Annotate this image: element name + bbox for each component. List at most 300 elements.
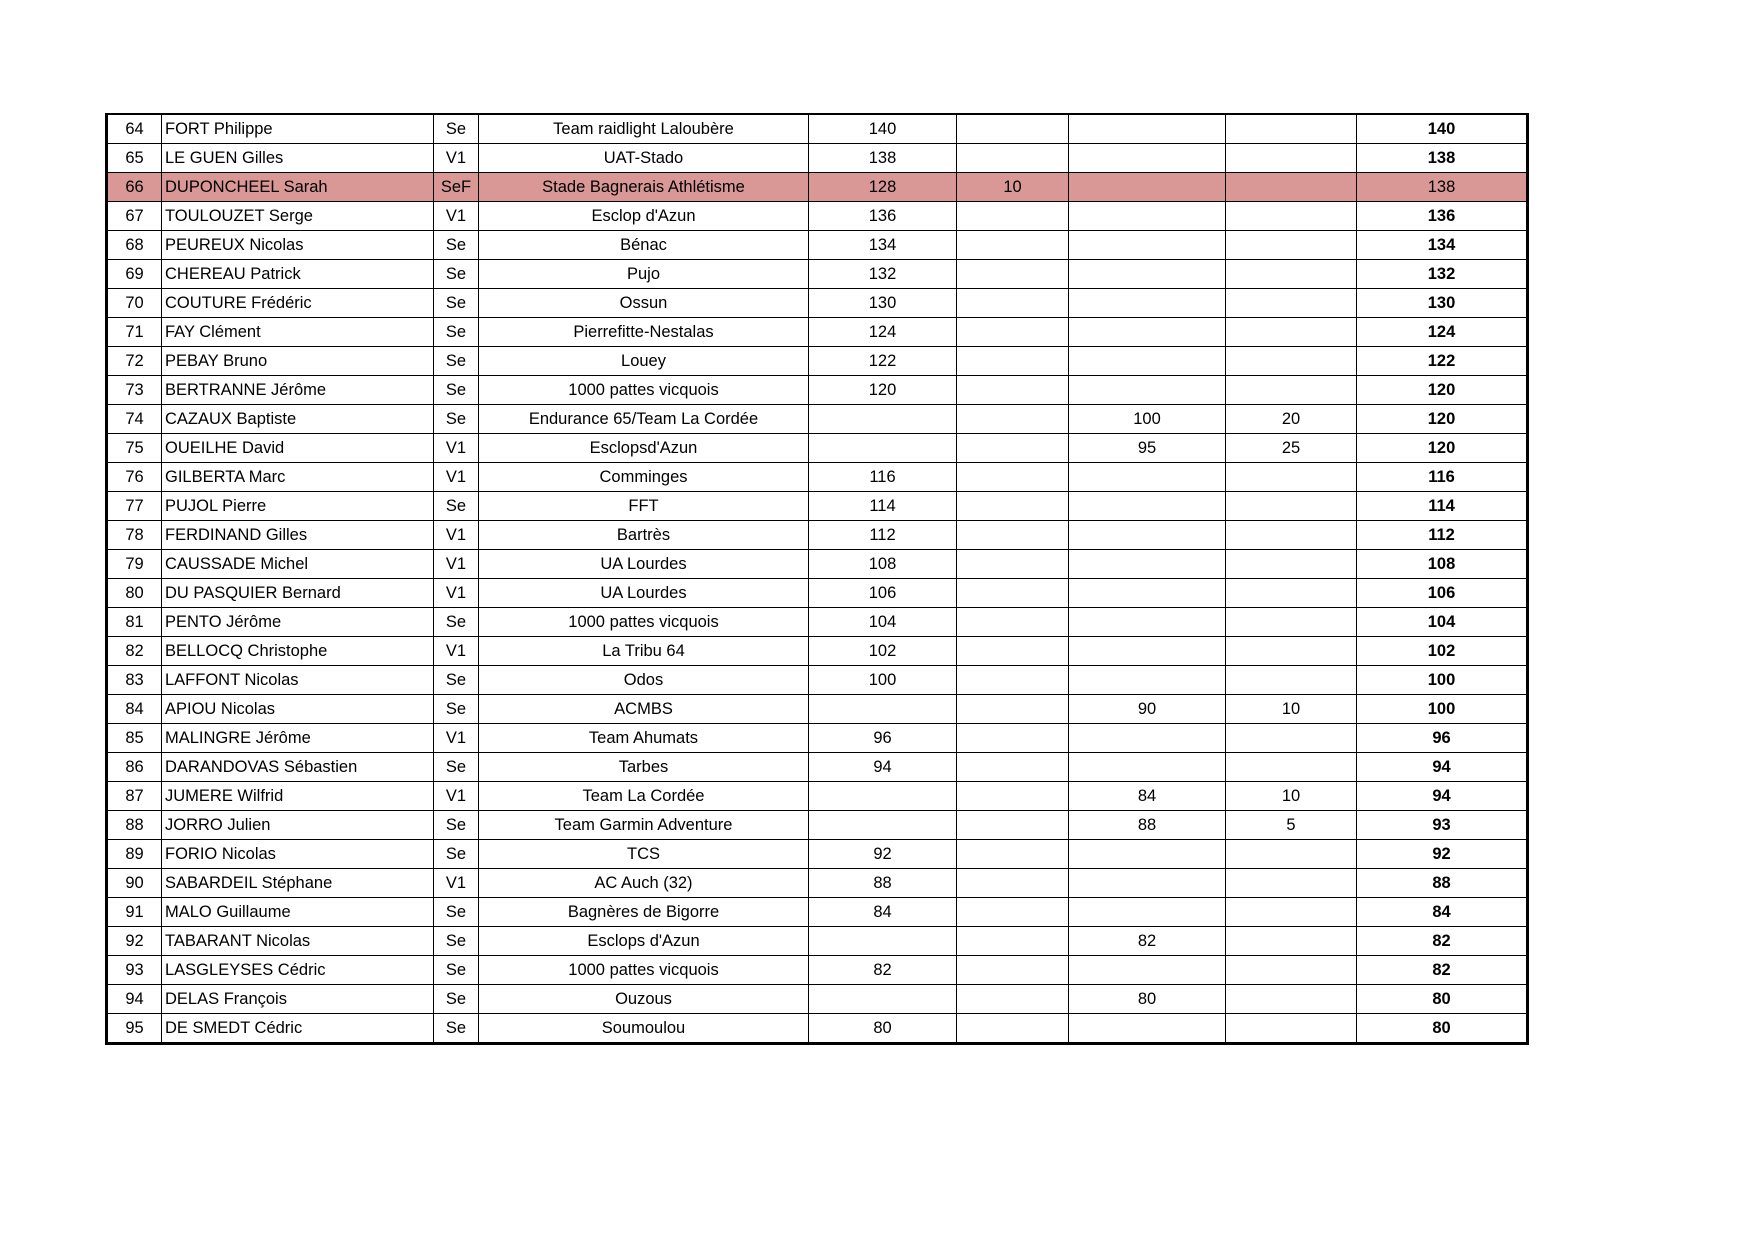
name-cell: DE SMEDT Cédric [162, 1014, 434, 1044]
rank-cell: 94 [107, 985, 162, 1014]
table-row [107, 289, 1528, 318]
name-cell: MALO Guillaume [162, 898, 434, 927]
table-row [107, 985, 1528, 1014]
points-1-cell: 112 [809, 521, 957, 550]
category-cell: Se [434, 289, 479, 318]
rank-cell: 87 [107, 782, 162, 811]
total-cell: 122 [1357, 347, 1528, 376]
points-1-cell: 124 [809, 318, 957, 347]
points-2-cell [957, 318, 1069, 347]
total-cell: 138 [1357, 144, 1528, 173]
total-cell: 100 [1357, 695, 1528, 724]
points-4-cell: 20 [1226, 405, 1357, 434]
category-cell: V1 [434, 202, 479, 231]
points-4-cell: 25 [1226, 434, 1357, 463]
club-cell: ACMBS [479, 695, 809, 724]
points-2-cell [957, 666, 1069, 695]
club-cell: FFT [479, 492, 809, 521]
club-cell: Comminges [479, 463, 809, 492]
name-cell: CAUSSADE Michel [162, 550, 434, 579]
table-row [107, 521, 1528, 550]
name-cell: FAY Clément [162, 318, 434, 347]
name-cell: COUTURE Frédéric [162, 289, 434, 318]
name-cell: DELAS François [162, 985, 434, 1014]
name-cell: SABARDEIL Stéphane [162, 869, 434, 898]
category-cell: Se [434, 927, 479, 956]
table-row [107, 869, 1528, 898]
points-1-cell: 116 [809, 463, 957, 492]
club-cell: Bagnères de Bigorre [479, 898, 809, 927]
points-3-cell [1069, 376, 1226, 405]
points-3-cell: 82 [1069, 927, 1226, 956]
points-3-cell: 80 [1069, 985, 1226, 1014]
points-4-cell [1226, 463, 1357, 492]
points-3-cell [1069, 114, 1226, 144]
name-cell: DARANDOVAS Sébastien [162, 753, 434, 782]
points-2-cell [957, 869, 1069, 898]
rank-cell: 77 [107, 492, 162, 521]
points-4-cell [1226, 289, 1357, 318]
category-cell: V1 [434, 521, 479, 550]
points-4-cell [1226, 144, 1357, 173]
club-cell: Team Garmin Adventure [479, 811, 809, 840]
points-3-cell [1069, 869, 1226, 898]
points-1-cell: 132 [809, 260, 957, 289]
table-row [107, 1014, 1528, 1044]
points-4-cell [1226, 260, 1357, 289]
points-1-cell [809, 695, 957, 724]
club-cell: Esclops d'Azun [479, 927, 809, 956]
points-4-cell [1226, 114, 1357, 144]
category-cell: Se [434, 405, 479, 434]
rank-cell: 80 [107, 579, 162, 608]
points-4-cell [1226, 347, 1357, 376]
points-2-cell [957, 753, 1069, 782]
table-row [107, 550, 1528, 579]
name-cell: JUMERE Wilfrid [162, 782, 434, 811]
table-row [107, 579, 1528, 608]
category-cell: SeF [434, 173, 479, 202]
rank-cell: 82 [107, 637, 162, 666]
rank-cell: 68 [107, 231, 162, 260]
category-cell: Se [434, 811, 479, 840]
points-4-cell [1226, 869, 1357, 898]
table-row [107, 637, 1528, 666]
points-3-cell [1069, 637, 1226, 666]
points-3-cell: 84 [1069, 782, 1226, 811]
total-cell: 100 [1357, 666, 1528, 695]
points-4-cell [1226, 173, 1357, 202]
table-row [107, 405, 1528, 434]
points-4-cell [1226, 550, 1357, 579]
table-row [107, 782, 1528, 811]
rank-cell: 70 [107, 289, 162, 318]
rank-cell: 76 [107, 463, 162, 492]
total-cell: 92 [1357, 840, 1528, 869]
rank-cell: 66 [107, 173, 162, 202]
points-3-cell: 90 [1069, 695, 1226, 724]
points-2-cell [957, 231, 1069, 260]
points-2-cell [957, 927, 1069, 956]
club-cell: Stade Bagnerais Athlétisme [479, 173, 809, 202]
name-cell: CAZAUX Baptiste [162, 405, 434, 434]
name-cell: BELLOCQ Christophe [162, 637, 434, 666]
total-cell: 136 [1357, 202, 1528, 231]
points-3-cell [1069, 231, 1226, 260]
points-2-cell [957, 579, 1069, 608]
points-3-cell [1069, 898, 1226, 927]
points-4-cell [1226, 1014, 1357, 1044]
name-cell: PENTO Jérôme [162, 608, 434, 637]
points-2-cell [957, 782, 1069, 811]
total-cell: 93 [1357, 811, 1528, 840]
rank-cell: 74 [107, 405, 162, 434]
points-1-cell: 136 [809, 202, 957, 231]
points-1-cell: 114 [809, 492, 957, 521]
total-cell: 112 [1357, 521, 1528, 550]
table-row [107, 898, 1528, 927]
points-1-cell: 106 [809, 579, 957, 608]
points-1-cell: 80 [809, 1014, 957, 1044]
table-row [107, 231, 1528, 260]
total-cell: 84 [1357, 898, 1528, 927]
total-cell: 94 [1357, 753, 1528, 782]
rank-cell: 71 [107, 318, 162, 347]
club-cell: TCS [479, 840, 809, 869]
points-3-cell [1069, 1014, 1226, 1044]
points-4-cell [1226, 492, 1357, 521]
table-row [107, 173, 1528, 202]
table-row [107, 144, 1528, 173]
name-cell: FORT Philippe [162, 114, 434, 144]
table-row [107, 347, 1528, 376]
points-4-cell [1226, 956, 1357, 985]
points-1-cell: 134 [809, 231, 957, 260]
club-cell: 1000 pattes vicquois [479, 376, 809, 405]
name-cell: PEUREUX Nicolas [162, 231, 434, 260]
total-cell: 80 [1357, 985, 1528, 1014]
table-row [107, 434, 1528, 463]
points-4-cell [1226, 637, 1357, 666]
rank-cell: 92 [107, 927, 162, 956]
points-3-cell [1069, 173, 1226, 202]
club-cell: Tarbes [479, 753, 809, 782]
points-2-cell [957, 724, 1069, 753]
total-cell: 94 [1357, 782, 1528, 811]
club-cell: Endurance 65/Team La Cordée [479, 405, 809, 434]
points-1-cell [809, 927, 957, 956]
table-row [107, 695, 1528, 724]
name-cell: FERDINAND Gilles [162, 521, 434, 550]
points-1-cell: 138 [809, 144, 957, 173]
name-cell: BERTRANNE Jérôme [162, 376, 434, 405]
points-1-cell: 102 [809, 637, 957, 666]
total-cell: 106 [1357, 579, 1528, 608]
points-4-cell [1226, 231, 1357, 260]
total-cell: 80 [1357, 1014, 1528, 1044]
points-3-cell [1069, 463, 1226, 492]
rank-cell: 73 [107, 376, 162, 405]
club-cell: Ouzous [479, 985, 809, 1014]
points-4-cell [1226, 753, 1357, 782]
table-row [107, 927, 1528, 956]
rank-cell: 83 [107, 666, 162, 695]
total-cell: 104 [1357, 608, 1528, 637]
category-cell: Se [434, 492, 479, 521]
points-2-cell [957, 985, 1069, 1014]
points-2-cell [957, 202, 1069, 231]
name-cell: FORIO Nicolas [162, 840, 434, 869]
total-cell: 132 [1357, 260, 1528, 289]
total-cell: 134 [1357, 231, 1528, 260]
points-3-cell: 95 [1069, 434, 1226, 463]
points-1-cell: 104 [809, 608, 957, 637]
points-2-cell [957, 289, 1069, 318]
points-4-cell: 10 [1226, 695, 1357, 724]
points-2-cell [957, 637, 1069, 666]
category-cell: Se [434, 114, 479, 144]
name-cell: DU PASQUIER Bernard [162, 579, 434, 608]
club-cell: 1000 pattes vicquois [479, 608, 809, 637]
category-cell: V1 [434, 550, 479, 579]
total-cell: 120 [1357, 405, 1528, 434]
points-1-cell [809, 985, 957, 1014]
points-4-cell: 5 [1226, 811, 1357, 840]
category-cell: V1 [434, 579, 479, 608]
points-1-cell [809, 434, 957, 463]
points-2-cell [957, 521, 1069, 550]
points-2-cell [957, 608, 1069, 637]
name-cell: APIOU Nicolas [162, 695, 434, 724]
points-4-cell [1226, 840, 1357, 869]
points-4-cell [1226, 898, 1357, 927]
points-4-cell: 10 [1226, 782, 1357, 811]
name-cell: TOULOUZET Serge [162, 202, 434, 231]
points-3-cell [1069, 521, 1226, 550]
rank-cell: 88 [107, 811, 162, 840]
points-1-cell: 92 [809, 840, 957, 869]
category-cell: Se [434, 347, 479, 376]
club-cell: UA Lourdes [479, 579, 809, 608]
category-cell: V1 [434, 434, 479, 463]
table-row [107, 840, 1528, 869]
points-1-cell [809, 405, 957, 434]
club-cell: Team Ahumats [479, 724, 809, 753]
points-2-cell [957, 434, 1069, 463]
total-cell: 102 [1357, 637, 1528, 666]
club-cell: Bartrès [479, 521, 809, 550]
table-row [107, 666, 1528, 695]
club-cell: Esclopsd'Azun [479, 434, 809, 463]
points-1-cell [809, 811, 957, 840]
rank-cell: 67 [107, 202, 162, 231]
points-2-cell [957, 898, 1069, 927]
points-4-cell [1226, 985, 1357, 1014]
club-cell: Louey [479, 347, 809, 376]
points-3-cell [1069, 318, 1226, 347]
category-cell: V1 [434, 782, 479, 811]
total-cell: 88 [1357, 869, 1528, 898]
table-row [107, 202, 1528, 231]
rank-cell: 90 [107, 869, 162, 898]
total-cell: 114 [1357, 492, 1528, 521]
name-cell: JORRO Julien [162, 811, 434, 840]
category-cell: Se [434, 666, 479, 695]
points-3-cell [1069, 666, 1226, 695]
club-cell: UAT-Stado [479, 144, 809, 173]
table-row [107, 376, 1528, 405]
points-3-cell [1069, 753, 1226, 782]
table-row [107, 956, 1528, 985]
points-4-cell [1226, 724, 1357, 753]
total-cell: 82 [1357, 927, 1528, 956]
points-3-cell [1069, 608, 1226, 637]
rank-cell: 84 [107, 695, 162, 724]
club-cell: Odos [479, 666, 809, 695]
rank-cell: 85 [107, 724, 162, 753]
table-row [107, 492, 1528, 521]
name-cell: PEBAY Bruno [162, 347, 434, 376]
points-3-cell [1069, 289, 1226, 318]
name-cell: DUPONCHEEL Sarah [162, 173, 434, 202]
points-2-cell [957, 114, 1069, 144]
points-2-cell [957, 550, 1069, 579]
name-cell: LE GUEN Gilles [162, 144, 434, 173]
club-cell: Esclop d'Azun [479, 202, 809, 231]
rank-cell: 72 [107, 347, 162, 376]
rank-cell: 64 [107, 114, 162, 144]
rank-cell: 78 [107, 521, 162, 550]
points-2-cell [957, 811, 1069, 840]
club-cell: UA Lourdes [479, 550, 809, 579]
rank-cell: 95 [107, 1014, 162, 1044]
category-cell: Se [434, 753, 479, 782]
name-cell: LAFFONT Nicolas [162, 666, 434, 695]
points-3-cell [1069, 260, 1226, 289]
category-cell: Se [434, 260, 479, 289]
points-4-cell [1226, 202, 1357, 231]
points-3-cell [1069, 840, 1226, 869]
points-2-cell [957, 376, 1069, 405]
points-3-cell: 88 [1069, 811, 1226, 840]
points-3-cell [1069, 347, 1226, 376]
points-4-cell [1226, 318, 1357, 347]
rank-cell: 89 [107, 840, 162, 869]
rank-cell: 69 [107, 260, 162, 289]
category-cell: V1 [434, 724, 479, 753]
total-cell: 138 [1357, 173, 1528, 202]
name-cell: LASGLEYSES Cédric [162, 956, 434, 985]
points-2-cell [957, 260, 1069, 289]
category-cell: Se [434, 1014, 479, 1044]
category-cell: Se [434, 608, 479, 637]
points-1-cell: 100 [809, 666, 957, 695]
total-cell: 96 [1357, 724, 1528, 753]
club-cell: Team raidlight Laloubère [479, 114, 809, 144]
table-row [107, 753, 1528, 782]
rank-cell: 79 [107, 550, 162, 579]
category-cell: V1 [434, 144, 479, 173]
name-cell: CHEREAU Patrick [162, 260, 434, 289]
points-2-cell: 10 [957, 173, 1069, 202]
rank-cell: 75 [107, 434, 162, 463]
total-cell: 124 [1357, 318, 1528, 347]
name-cell: OUEILHE David [162, 434, 434, 463]
total-cell: 140 [1357, 114, 1528, 144]
name-cell: MALINGRE Jérôme [162, 724, 434, 753]
category-cell: Se [434, 840, 479, 869]
table-row [107, 811, 1528, 840]
category-cell: Se [434, 318, 479, 347]
club-cell: Pierrefitte-Nestalas [479, 318, 809, 347]
club-cell: Team La Cordée [479, 782, 809, 811]
points-2-cell [957, 405, 1069, 434]
points-1-cell: 108 [809, 550, 957, 579]
club-cell: Bénac [479, 231, 809, 260]
points-3-cell [1069, 956, 1226, 985]
total-cell: 108 [1357, 550, 1528, 579]
points-1-cell: 120 [809, 376, 957, 405]
table-row [107, 608, 1528, 637]
rank-cell: 81 [107, 608, 162, 637]
table-row [107, 724, 1528, 753]
total-cell: 120 [1357, 434, 1528, 463]
table-row [107, 260, 1528, 289]
points-3-cell [1069, 492, 1226, 521]
total-cell: 116 [1357, 463, 1528, 492]
points-1-cell: 122 [809, 347, 957, 376]
points-1-cell: 130 [809, 289, 957, 318]
category-cell: Se [434, 695, 479, 724]
club-cell: La Tribu 64 [479, 637, 809, 666]
points-2-cell [957, 1014, 1069, 1044]
points-1-cell: 140 [809, 114, 957, 144]
total-cell: 82 [1357, 956, 1528, 985]
total-cell: 130 [1357, 289, 1528, 318]
category-cell: Se [434, 898, 479, 927]
points-2-cell [957, 695, 1069, 724]
table-body [107, 114, 1528, 1044]
points-1-cell [809, 782, 957, 811]
points-4-cell [1226, 608, 1357, 637]
club-cell: 1000 pattes vicquois [479, 956, 809, 985]
rank-cell: 65 [107, 144, 162, 173]
points-3-cell [1069, 579, 1226, 608]
points-4-cell [1226, 927, 1357, 956]
ranking-table [105, 113, 1529, 1045]
total-cell: 120 [1357, 376, 1528, 405]
name-cell: PUJOL Pierre [162, 492, 434, 521]
points-3-cell [1069, 202, 1226, 231]
category-cell: V1 [434, 869, 479, 898]
points-2-cell [957, 144, 1069, 173]
table-row [107, 463, 1528, 492]
category-cell: Se [434, 985, 479, 1014]
table-row [107, 318, 1528, 347]
points-2-cell [957, 840, 1069, 869]
points-2-cell [957, 492, 1069, 521]
points-1-cell: 128 [809, 173, 957, 202]
club-cell: Ossun [479, 289, 809, 318]
club-cell: Pujo [479, 260, 809, 289]
rank-cell: 91 [107, 898, 162, 927]
category-cell: Se [434, 956, 479, 985]
points-1-cell: 84 [809, 898, 957, 927]
club-cell: Soumoulou [479, 1014, 809, 1044]
rank-cell: 86 [107, 753, 162, 782]
points-3-cell [1069, 144, 1226, 173]
category-cell: Se [434, 231, 479, 260]
